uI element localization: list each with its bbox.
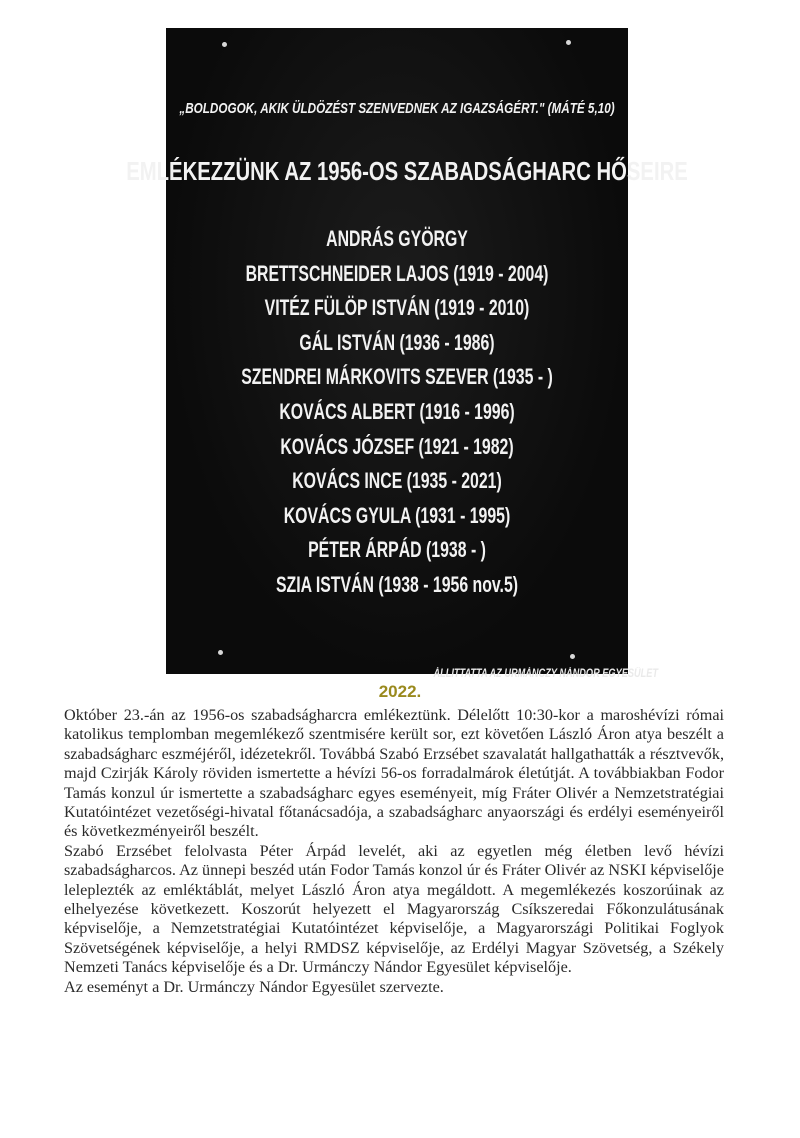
plaque-name: ANDRÁS GYÖRGY: [326, 226, 468, 251]
plaque-name: KOVÁCS GYULA (1931 - 1995): [283, 502, 511, 528]
plaque-quote: „BOLDOGOK, AKIK ÜLDÖZÉST SZENVEDNEK AZ IGAZSÁGÉRT." (MÁTÉ 5,10): [179, 100, 615, 117]
plaque-screw-icon: [566, 40, 571, 45]
plaque-name: GÁL ISTVÁN (1936 - 1986): [299, 329, 495, 355]
plaque-screw-icon: [218, 650, 223, 655]
plaque-name: BRETTSCHNEIDER LAJOS (1919 - 2004): [245, 260, 549, 286]
paragraph: Az eseményt a Dr. Urmánczy Nándor Egyesület szervezte.: [64, 977, 444, 996]
plaque-name: SZIA ISTVÁN (1938 - 1956 nov.5): [275, 571, 519, 597]
plaque-name: KOVÁCS INCE (1935 - 2021): [292, 468, 502, 494]
plaque-screw-icon: [222, 42, 227, 47]
plaque-heading: EMLÉKEZZÜNK AZ 1956-OS SZABADSÁGHARC HŐSEIRE: [126, 156, 688, 186]
paragraph: Szabó Erzsébet felolvasta Péter Árpád levelét, aki az egyetlen még életben levő hévízi szabadságharcos. Az ünnepi beszéd után Fodor Tamás konzol úr és Fráter Olivér az NSKI képviselője leleplezték az emléktáblát, melyet László Áron atya megáldott. A megemlékezés koszorúinak az elhelyezése következett. Koszorút helyezett el Magyarország Csíkszeredai Főkonzulátusának képviselője, a Nemzetstratégiai Kutatóintézet képviselője, a Magyarországi Politikai Foglyok Szövetségének képviselője, a helyi RMDSZ képviselője, az Erdélyi Magyar Szövetség, a Székely Nemzeti Tanács képviselője és a Dr. Urmánczy Nándor Egyesület képviselője.: [64, 841, 724, 977]
year-heading: 2022.: [378, 682, 422, 701]
plaque-footer: ÁLLITTATTA AZ URMÁNCZY NÁNDOR EGYESÜLET: [433, 668, 658, 680]
article-body: [64, 706, 724, 997]
plaque-names-list: [106, 222, 688, 603]
plaque-name: PÉTER ÁRPÁD (1938 - ): [308, 537, 486, 563]
plaque-name: VITÉZ FÜLÖP ISTVÁN (1919 - 2010): [264, 295, 530, 321]
plaque-name: KOVÁCS JÓZSEF (1921 - 1982): [280, 433, 514, 459]
plaque-name: SZENDREI MÁRKOVITS SZEVER (1935 - ): [241, 364, 553, 390]
plaque-screw-icon: [570, 654, 575, 659]
plaque-name: KOVÁCS ALBERT (1916 - 1996): [279, 398, 515, 424]
paragraph: Október 23.-án az 1956-os szabadságharcra emlékeztünk. Délelőtt 10:30-kor a maroshévízi római katolikus templomban megemlékező szentmisére került sor, ezt követően László Áron atya beszélt a szabadságharc eszméjéről, idézetekről. Továbbá Szabó Erzsébet szavalatát hallgathatták a résztvevők, majd Czirják Károly röviden ismertette a hévízi 56-os forradalmárok életútját. A továbbiakban Fodor Tamás konzul úr ismertette a szabadságharc egyes eseményeit, míg Fráter Olivér a Nemzetstratégiai Kutatóintézet vezetőségi-hivatal főtanácsadója, a szabadságharc anyaországi és erdélyi eseményeiről és következményeiről beszélt.: [64, 706, 724, 841]
memorial-plaque-photo: [126, 28, 688, 680]
